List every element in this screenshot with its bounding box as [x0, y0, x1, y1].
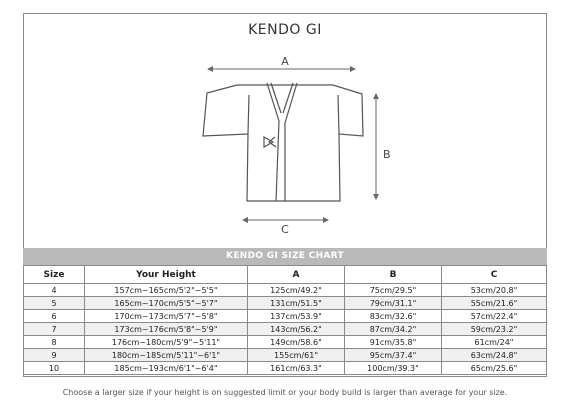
size-chart-title: KENDO GI SIZE CHART	[23, 248, 547, 265]
dimension-label-a: A	[281, 55, 289, 68]
table-cell: 10	[24, 362, 85, 375]
table-cell: 155cm/61"	[248, 349, 345, 362]
table-cell: 75cm/29.5"	[345, 284, 442, 297]
table-row	[24, 336, 547, 349]
table-header-row	[24, 266, 547, 284]
table-cell: 87cm/34.2"	[345, 323, 442, 336]
table-row	[24, 297, 547, 310]
table-cell: 79cm/31.1"	[345, 297, 442, 310]
header-height: Your Height	[85, 266, 248, 284]
table-cell: 53cm/20.8"	[442, 284, 547, 297]
table-cell: 161cm/63.3"	[248, 362, 345, 375]
table-cell: 65cm/25.6"	[442, 362, 547, 375]
table-cell: 143cm/56.2"	[248, 323, 345, 336]
table-cell: 6	[24, 310, 85, 323]
table-cell: 176cm~180cm/5'9"~5'11"	[85, 336, 248, 349]
table-row	[24, 349, 547, 362]
table-row	[24, 362, 547, 375]
header-b: B	[345, 266, 442, 284]
header-a: A	[248, 266, 345, 284]
table-row	[24, 310, 547, 323]
table-cell: 165cm~170cm/5'5"~5'7"	[85, 297, 248, 310]
table-cell: 185cm~193cm/6'1"~6'4"	[85, 362, 248, 375]
table-cell: 180cm~185cm/5'11"~6'1"	[85, 349, 248, 362]
table-cell: 7	[24, 323, 85, 336]
table-cell: 8	[24, 336, 85, 349]
table-cell: 149cm/58.6"	[248, 336, 345, 349]
size-note: Choose a larger size if your height is on suggested limit or your body build is larger than average for your size.	[62, 388, 508, 397]
page-title: KENDO GI	[248, 22, 322, 38]
table-cell: 170cm~173cm/5'7"~5'8"	[85, 310, 248, 323]
gi-diagram	[23, 13, 547, 243]
table-cell: 157cm~165cm/5'2"~5'5"	[85, 284, 248, 297]
table-cell: 61cm/24"	[442, 336, 547, 349]
table-row	[24, 323, 547, 336]
table-cell: 59cm/23.2"	[442, 323, 547, 336]
header-size: Size	[24, 266, 85, 284]
table-cell: 137cm/53.9"	[248, 310, 345, 323]
table-cell: 83cm/32.6"	[345, 310, 442, 323]
table-cell: 55cm/21.6"	[442, 297, 547, 310]
table-cell: 100cm/39.3"	[345, 362, 442, 375]
table-cell: 4	[24, 284, 85, 297]
table-cell: 131cm/51.5"	[248, 297, 345, 310]
table-cell: 91cm/35.8"	[345, 336, 442, 349]
table-cell: 125cm/49.2"	[248, 284, 345, 297]
size-table	[23, 265, 547, 375]
dimension-label-b: B	[383, 148, 391, 161]
table-cell: 63cm/24.8"	[442, 349, 547, 362]
header-c: C	[442, 266, 547, 284]
table-cell: 5	[24, 297, 85, 310]
gi-outline	[203, 83, 363, 201]
table-row	[24, 284, 547, 297]
table-cell: 57cm/22.4"	[442, 310, 547, 323]
table-cell: 173cm~176cm/5'8"~5'9"	[85, 323, 248, 336]
table-cell: 9	[24, 349, 85, 362]
table-cell: 95cm/37.4"	[345, 349, 442, 362]
dimension-label-c: C	[281, 223, 289, 236]
